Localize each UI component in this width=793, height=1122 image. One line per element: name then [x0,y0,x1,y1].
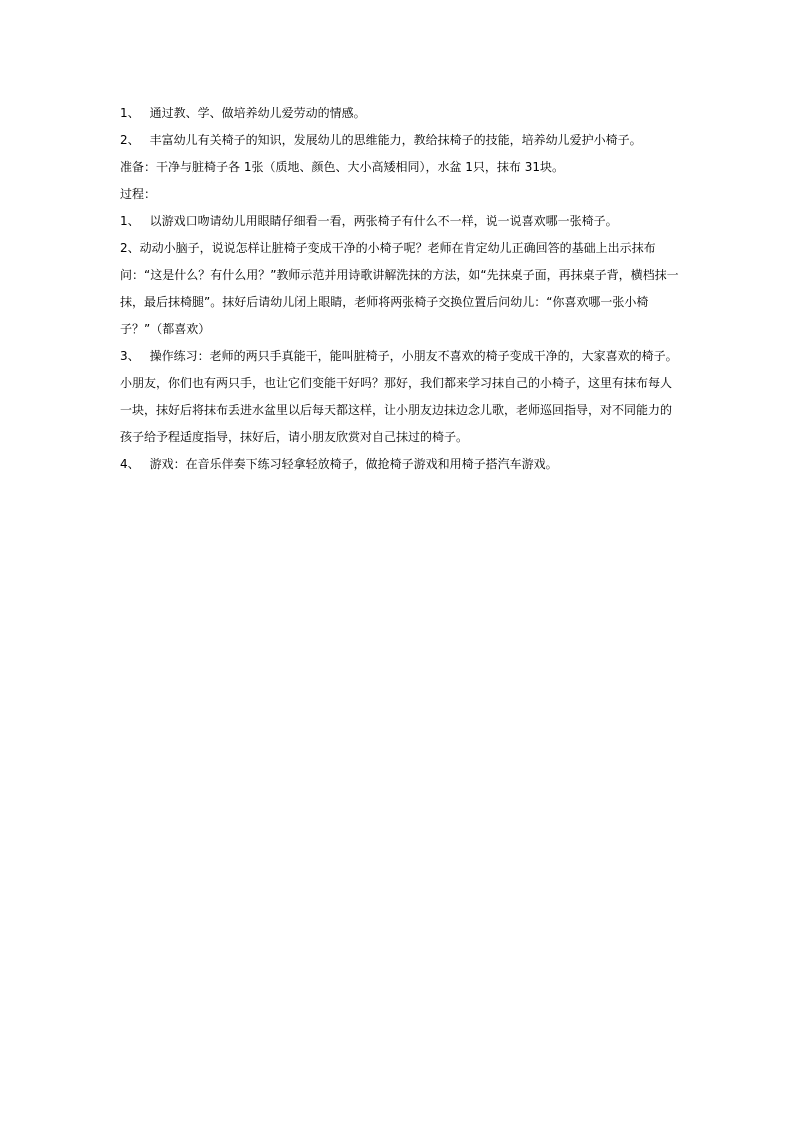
paragraph-number: 1、 [120,214,140,228]
document-body [120,100,680,478]
paragraph-number: 3、 [120,349,140,363]
paragraph-text: 过程： [120,187,157,201]
paragraph-text: 2、动动小脑子，说说怎样让脏椅子变成干净的小椅子呢？老师在肯定幼儿正确回答的基础上出示抹布问：“这是什么？有什么用？”教师示范并用诗歌讲解洗抹的方法，如“先抹桌子面，再抹桌子背，横档抹一抹，最后抹椅腿”。抹好后请幼儿闭上眼睛，老师将两张椅子交换位置后问幼儿：“你喜欢哪一张小椅子？”（都喜欢） [120,241,679,336]
paragraph-number: 4、 [120,457,140,471]
paragraph-process-heading [120,181,680,208]
paragraph-step-3 [120,343,680,451]
paragraph-goal-2 [120,127,680,154]
paragraph-goal-1 [120,100,680,127]
paragraph-text: 通过教、学、做培养幼儿爱劳动的情感。 [149,106,366,120]
paragraph-text: 丰富幼儿有关椅子的知识，发展幼儿的思维能力，教给抹椅子的技能，培养幼儿爱护小椅子。 [149,133,642,147]
paragraph-text: 以游戏口吻请幼儿用眼睛仔细看一看，两张椅子有什么不一样，说一说喜欢哪一张椅子。 [149,214,618,228]
paragraph-step-1 [120,208,680,235]
paragraph-text: 游戏：在音乐伴奏下练习轻拿轻放椅子，做抢椅子游戏和用椅子搭汽车游戏。 [149,457,558,471]
paragraph-text: 操作练习：老师的两只手真能干，能叫脏椅子，小朋友不喜欢的椅子变成干净的，大家喜欢的椅子。小朋友，你们也有两只手，也让它们变能干好吗？那好，我们都来学习抹自己的小椅子，这里有抹布每人一块，抹好后将抹布丢进水盆里以后每天都这样，让小朋友边抹边念儿歌，老师巡回指导，对不同能力的孩子给予程适度指导，抹好后，请小朋友欣赏对自己抹过的椅子。 [120,349,678,444]
paragraph-step-2 [120,235,680,343]
paragraph-number: 1、 [120,106,140,120]
paragraph-number: 2、 [120,133,140,147]
paragraph-preparation [120,154,680,181]
paragraph-step-4 [120,451,680,478]
paragraph-text: 准备：干净与脏椅子各 1张（质地、颜色、大小高矮相同），水盆 1只，抹布 31块。 [120,160,564,174]
